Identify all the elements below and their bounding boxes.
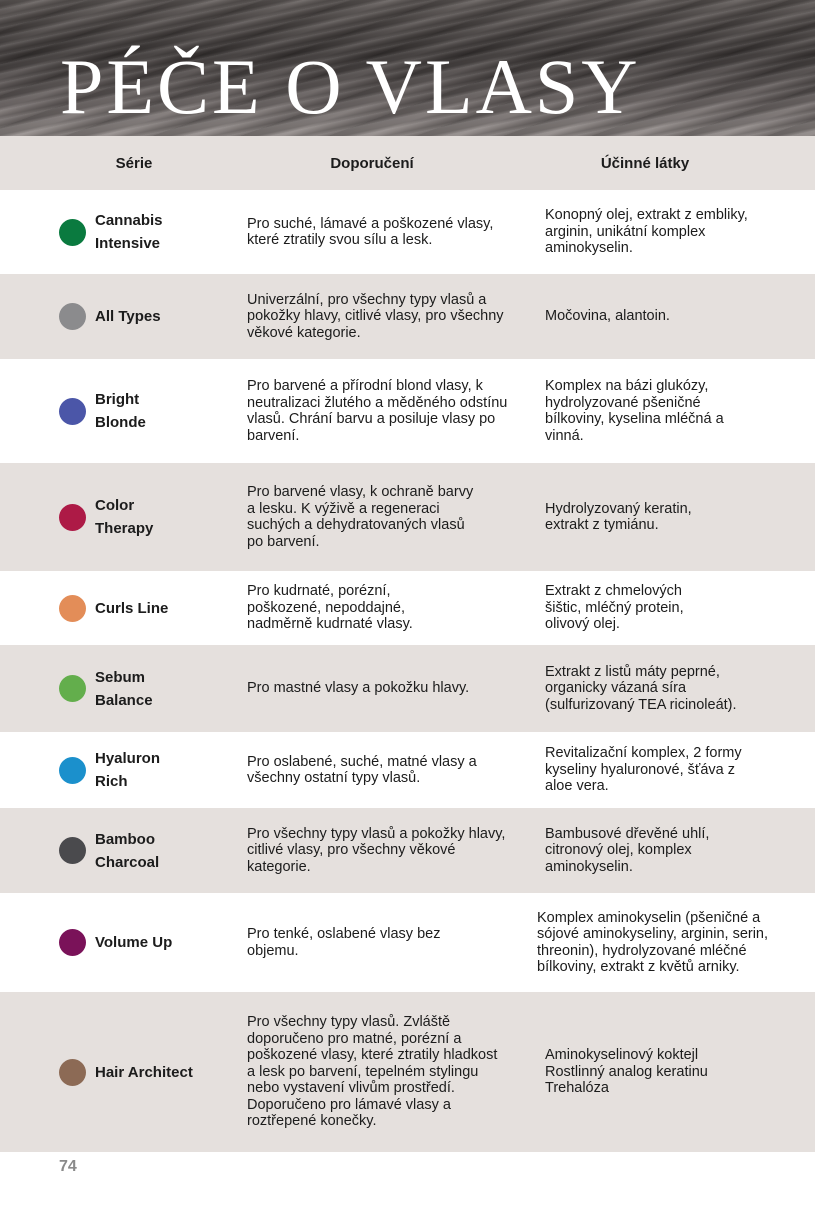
- recommendation-text: Pro barvené a přírodní blond vlasy, k neutralizaci žlutého a měděného odstínu vlasů. Chrání barvu a posiluje vlasy po barvení.: [247, 378, 508, 444]
- active-ingredients-text: Komplex na bázi glukózy, hydrolyzované pšeničné bílkoviny, kyselina mléčná a vinná.: [545, 378, 724, 444]
- color-dot: [59, 757, 86, 784]
- table-row: [0, 808, 815, 893]
- recommendation-text: Pro barvené vlasy, k ochraně barvy a lesku. K výživě a regeneraci suchých a dehydratovaných vlasů po barvení.: [247, 484, 474, 550]
- series-name: Bamboo Charcoal: [95, 830, 160, 871]
- color-dot: [59, 219, 86, 246]
- table-row: [0, 732, 815, 808]
- table-row: [0, 359, 815, 463]
- series-name: Cannabis Intensive: [95, 212, 163, 252]
- table-row: [0, 463, 815, 571]
- active-ingredients-text: Extrakt z listů máty peprné, organicky vázaná síra (sulfurizovaný TEA ricinoleát).: [545, 663, 737, 713]
- active-ingredients-text: Komplex aminokyselin (pšeničné a sójové aminokyseliny, arginin, serin, threonin), hydrolyzované mléčné bílkoviny, extrakt z květů arniky.: [537, 909, 769, 975]
- page-title: PÉČE O VLASY: [60, 43, 641, 130]
- header-series: Série: [115, 154, 153, 172]
- color-dot: [59, 595, 86, 622]
- hair-banner: [0, 0, 815, 136]
- recommendation-text: Pro tenké, oslabené vlasy bez objemu.: [247, 926, 441, 959]
- table-row: [0, 893, 815, 992]
- color-dot: [59, 1059, 86, 1086]
- recommendation-text: Pro mastné vlasy a pokožku hlavy.: [247, 680, 470, 697]
- series-table: [0, 136, 815, 1152]
- series-name: Hair Architect: [95, 1063, 193, 1081]
- active-ingredients-text: Bambusové dřevěné uhlí, citronový olej, komplex aminokyselin.: [545, 825, 710, 875]
- recommendation-text: Pro oslabené, suché, matné vlasy a všechny ostatní typy vlasů.: [247, 753, 477, 786]
- recommendation-text: Pro kudrnaté, porézní, poškozené, nepoddajné, nadměrně kudrnaté vlasy.: [247, 583, 413, 633]
- color-dot: [59, 929, 86, 956]
- series-name: Curls Line: [95, 599, 169, 617]
- color-dot: [59, 303, 86, 330]
- series-name: Hyaluron Rich: [95, 750, 161, 790]
- series-name: Sebum Balance: [95, 668, 153, 709]
- active-ingredients-text: Extrakt z chmelových šištic, mléčný protein, olivový olej.: [545, 583, 684, 633]
- series-name: Volume Up: [95, 934, 173, 951]
- active-ingredients-text: Aminokyselinový koktejl Rostlinný analog keratinu Trehalóza: [545, 1047, 708, 1097]
- page-number: 74: [59, 1158, 77, 1175]
- table-row: [0, 645, 815, 732]
- table-row: [0, 571, 815, 645]
- recommendation-text: Pro suché, lámavé a poškozené vlasy, které ztratily svou sílu a lesk.: [247, 215, 494, 248]
- color-dot: [59, 398, 86, 425]
- color-dot: [59, 837, 86, 864]
- active-ingredients-text: Močovina, alantoin.: [545, 308, 670, 325]
- series-name: All Types: [95, 308, 161, 325]
- active-ingredients-text: Revitalizační komplex, 2 formy kyseliny hyaluronové, šťáva z aloe vera.: [545, 745, 742, 795]
- recommendation-text: Univerzální, pro všechny typy vlasů a pokožky hlavy, citlivé vlasy, pro všechny věkové kategorie.: [247, 291, 504, 341]
- color-dot: [59, 675, 86, 702]
- header-recommendation: Doporučení: [330, 154, 414, 172]
- recommendation-text: Pro všechny typy vlasů a pokožky hlavy, citlivé vlasy, pro všechny věkové kategorie.: [247, 825, 506, 875]
- series-name: Bright Blonde: [95, 391, 146, 431]
- series-name: Color Therapy: [95, 497, 154, 537]
- table-row: [0, 274, 815, 359]
- table-row: [0, 190, 815, 274]
- header-active: Účinné látky: [600, 154, 690, 172]
- color-dot: [59, 504, 86, 531]
- table-header: [0, 136, 815, 190]
- recommendation-text: Pro všechny typy vlasů. Zvláště doporučeno pro matné, porézní a poškozené vlasy, které ztratily hladkost a lesk po barvení, tepelném stylingu nebo vystavení vlivům prostředí. Doporučeno pro lámavé vlasy a roztřepené konečky.: [247, 1014, 498, 1130]
- active-ingredients-text: Hydrolyzovaný keratin, extrakt z tymiánu.: [545, 500, 692, 533]
- table-row: [0, 992, 815, 1152]
- active-ingredients-text: Konopný olej, extrakt z embliky, arginin, unikátní komplex aminokyselin.: [545, 207, 748, 257]
